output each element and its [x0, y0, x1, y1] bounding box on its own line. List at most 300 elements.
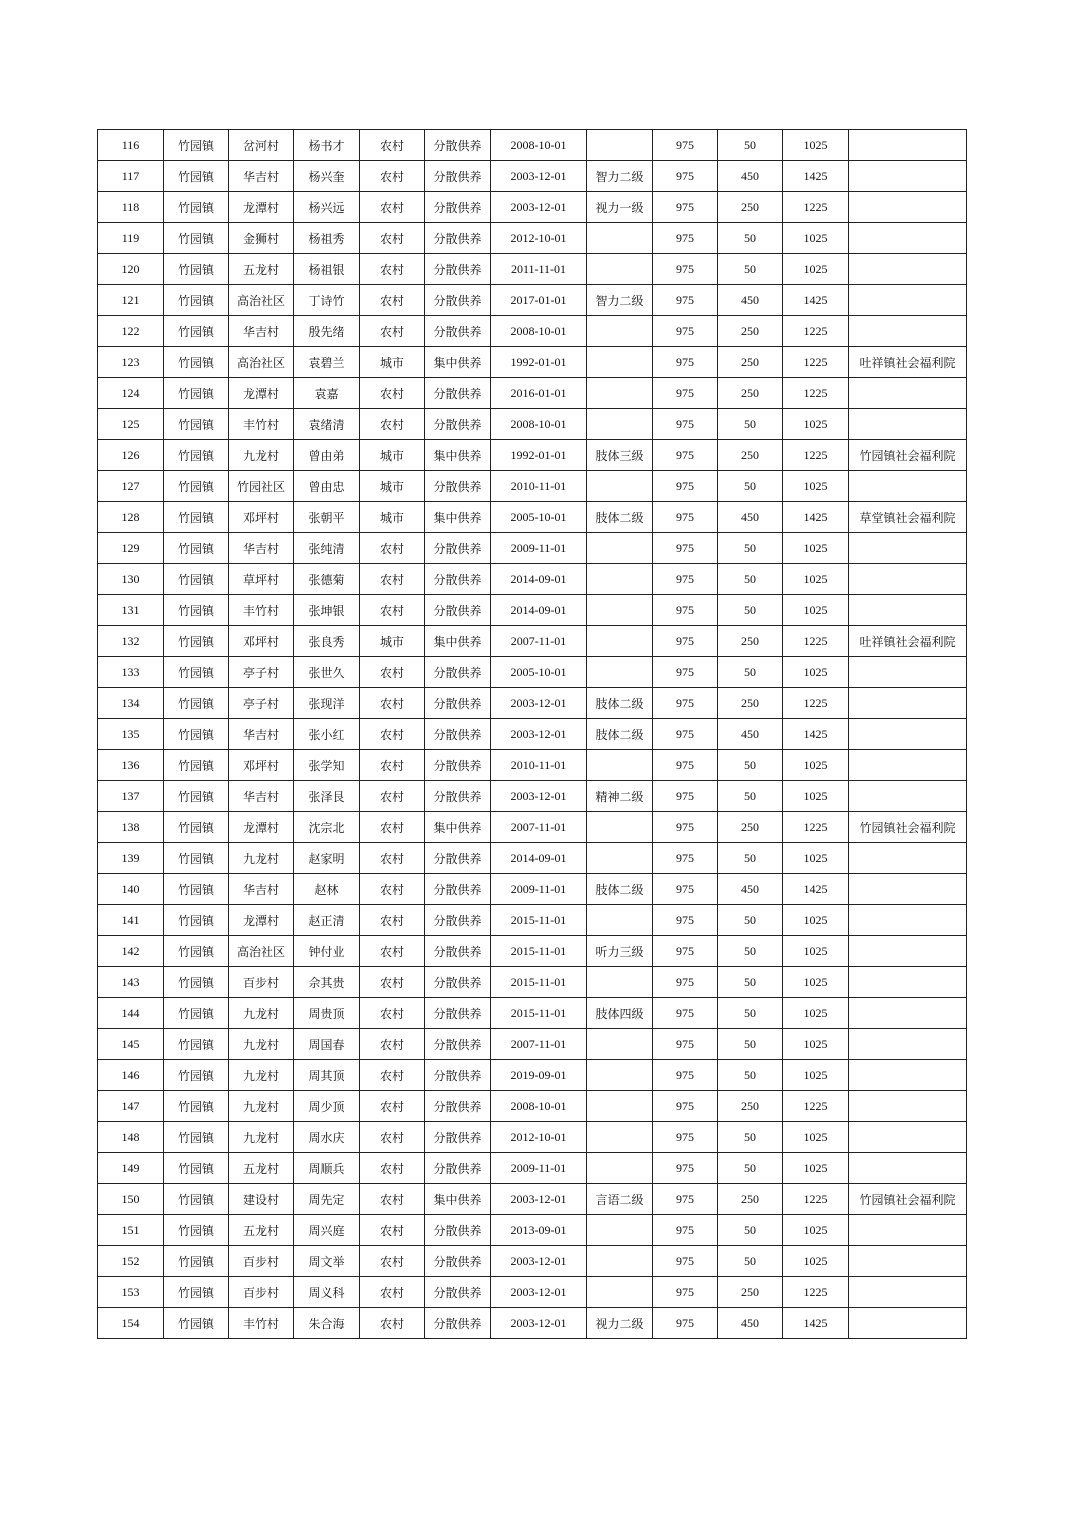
town-cell: 竹园镇: [164, 967, 229, 998]
village-cell: 龙潭村: [229, 378, 294, 409]
start-date-cell: 2008-10-01: [491, 130, 587, 161]
basic-amount-cell: 975: [653, 1029, 718, 1060]
disability-level-cell: [587, 254, 653, 285]
subsidy-amount-cell: 50: [718, 223, 783, 254]
institution-cell: [849, 843, 967, 874]
disability-level-cell: [587, 1091, 653, 1122]
basic-amount-cell: 975: [653, 471, 718, 502]
household-type-cell: 农村: [360, 750, 425, 781]
name-cell: 周文举: [294, 1246, 360, 1277]
town-cell: 竹园镇: [164, 192, 229, 223]
basic-amount-cell: 975: [653, 905, 718, 936]
name-cell: 杨兴远: [294, 192, 360, 223]
institution-cell: [849, 533, 967, 564]
basic-amount-cell: 975: [653, 409, 718, 440]
basic-amount-cell: 975: [653, 502, 718, 533]
institution-cell: [849, 905, 967, 936]
start-date-cell: 1992-01-01: [491, 347, 587, 378]
village-cell: 高治社区: [229, 347, 294, 378]
total-amount-cell: 1025: [783, 471, 849, 502]
name-cell: 周义科: [294, 1277, 360, 1308]
support-type-cell: 分散供养: [425, 998, 491, 1029]
subsidy-amount-cell: 50: [718, 657, 783, 688]
household-type-cell: 城市: [360, 502, 425, 533]
institution-cell: [849, 130, 967, 161]
name-cell: 张小红: [294, 719, 360, 750]
household-type-cell: 农村: [360, 130, 425, 161]
household-type-cell: 城市: [360, 471, 425, 502]
town-cell: 竹园镇: [164, 1277, 229, 1308]
support-type-cell: 分散供养: [425, 595, 491, 626]
village-cell: 竹园社区: [229, 471, 294, 502]
disability-level-cell: [587, 533, 653, 564]
household-type-cell: 农村: [360, 936, 425, 967]
basic-amount-cell: 975: [653, 440, 718, 471]
household-type-cell: 农村: [360, 1091, 425, 1122]
disability-level-cell: [587, 316, 653, 347]
basic-amount-cell: 975: [653, 192, 718, 223]
disability-level-cell: [587, 750, 653, 781]
disability-level-cell: 肢体四级: [587, 998, 653, 1029]
basic-amount-cell: 975: [653, 843, 718, 874]
household-type-cell: 农村: [360, 533, 425, 564]
serial-number-cell: 124: [98, 378, 164, 409]
serial-number-cell: 153: [98, 1277, 164, 1308]
total-amount-cell: 1225: [783, 378, 849, 409]
institution-cell: [849, 1153, 967, 1184]
household-type-cell: 农村: [360, 1308, 425, 1339]
name-cell: 曾由忠: [294, 471, 360, 502]
basic-amount-cell: 975: [653, 626, 718, 657]
table-row: [98, 285, 967, 316]
town-cell: 竹园镇: [164, 378, 229, 409]
town-cell: 竹园镇: [164, 223, 229, 254]
serial-number-cell: 133: [98, 657, 164, 688]
subsidy-amount-cell: 50: [718, 905, 783, 936]
village-cell: 邓坪村: [229, 502, 294, 533]
name-cell: 曾由弟: [294, 440, 360, 471]
household-type-cell: 城市: [360, 440, 425, 471]
subsidy-amount-cell: 50: [718, 998, 783, 1029]
institution-cell: [849, 1277, 967, 1308]
town-cell: 竹园镇: [164, 564, 229, 595]
household-type-cell: 农村: [360, 161, 425, 192]
start-date-cell: 2015-11-01: [491, 967, 587, 998]
village-cell: 华吉村: [229, 781, 294, 812]
basic-amount-cell: 975: [653, 998, 718, 1029]
village-cell: 金狮村: [229, 223, 294, 254]
name-cell: 佘其贵: [294, 967, 360, 998]
total-amount-cell: 1225: [783, 440, 849, 471]
household-type-cell: 农村: [360, 874, 425, 905]
basic-amount-cell: 975: [653, 1153, 718, 1184]
basic-amount-cell: 975: [653, 161, 718, 192]
support-type-cell: 分散供养: [425, 750, 491, 781]
table-row: [98, 130, 967, 161]
disability-level-cell: [587, 812, 653, 843]
subsidy-amount-cell: 50: [718, 409, 783, 440]
institution-cell: [849, 874, 967, 905]
serial-number-cell: 127: [98, 471, 164, 502]
total-amount-cell: 1025: [783, 1153, 849, 1184]
institution-cell: [849, 378, 967, 409]
village-cell: 龙潭村: [229, 905, 294, 936]
household-type-cell: 农村: [360, 192, 425, 223]
household-type-cell: 农村: [360, 1277, 425, 1308]
village-cell: 九龙村: [229, 1122, 294, 1153]
serial-number-cell: 148: [98, 1122, 164, 1153]
village-cell: 龙潭村: [229, 812, 294, 843]
start-date-cell: 2003-12-01: [491, 688, 587, 719]
total-amount-cell: 1225: [783, 1091, 849, 1122]
household-type-cell: 农村: [360, 905, 425, 936]
serial-number-cell: 119: [98, 223, 164, 254]
table-row: [98, 595, 967, 626]
institution-cell: [849, 1091, 967, 1122]
start-date-cell: 2014-09-01: [491, 595, 587, 626]
town-cell: 竹园镇: [164, 1184, 229, 1215]
town-cell: 竹园镇: [164, 1029, 229, 1060]
town-cell: 竹园镇: [164, 471, 229, 502]
town-cell: 竹园镇: [164, 812, 229, 843]
name-cell: 朱合海: [294, 1308, 360, 1339]
support-type-cell: 集中供养: [425, 440, 491, 471]
support-type-cell: 分散供养: [425, 688, 491, 719]
total-amount-cell: 1025: [783, 1246, 849, 1277]
subsidy-amount-cell: 450: [718, 285, 783, 316]
support-type-cell: 分散供养: [425, 254, 491, 285]
institution-cell: [849, 316, 967, 347]
table-row: [98, 657, 967, 688]
table-row: [98, 967, 967, 998]
name-cell: 丁诗竹: [294, 285, 360, 316]
name-cell: 袁嘉: [294, 378, 360, 409]
name-cell: 赵林: [294, 874, 360, 905]
table-row: [98, 1184, 967, 1215]
town-cell: 竹园镇: [164, 626, 229, 657]
support-type-cell: 分散供养: [425, 1215, 491, 1246]
village-cell: 高治社区: [229, 285, 294, 316]
name-cell: 张德菊: [294, 564, 360, 595]
household-type-cell: 农村: [360, 1215, 425, 1246]
table-row: [98, 1091, 967, 1122]
start-date-cell: 2003-12-01: [491, 1308, 587, 1339]
name-cell: 张世久: [294, 657, 360, 688]
disability-level-cell: [587, 657, 653, 688]
table-row: [98, 719, 967, 750]
household-type-cell: 农村: [360, 1153, 425, 1184]
basic-amount-cell: 975: [653, 1215, 718, 1246]
start-date-cell: 2003-12-01: [491, 1184, 587, 1215]
serial-number-cell: 126: [98, 440, 164, 471]
support-type-cell: 分散供养: [425, 936, 491, 967]
start-date-cell: 2005-10-01: [491, 502, 587, 533]
start-date-cell: 2008-10-01: [491, 409, 587, 440]
subsidy-amount-cell: 50: [718, 1029, 783, 1060]
subsidy-amount-cell: 50: [718, 967, 783, 998]
total-amount-cell: 1025: [783, 595, 849, 626]
institution-cell: [849, 750, 967, 781]
serial-number-cell: 154: [98, 1308, 164, 1339]
serial-number-cell: 131: [98, 595, 164, 626]
serial-number-cell: 147: [98, 1091, 164, 1122]
serial-number-cell: 149: [98, 1153, 164, 1184]
support-type-cell: 分散供养: [425, 1277, 491, 1308]
village-cell: 华吉村: [229, 533, 294, 564]
household-type-cell: 农村: [360, 564, 425, 595]
institution-cell: [849, 1246, 967, 1277]
subsidy-amount-cell: 450: [718, 874, 783, 905]
start-date-cell: 2007-11-01: [491, 1029, 587, 1060]
table-row: [98, 1308, 967, 1339]
village-cell: 邓坪村: [229, 626, 294, 657]
name-cell: 周少顶: [294, 1091, 360, 1122]
disability-level-cell: [587, 905, 653, 936]
table-row: [98, 998, 967, 1029]
serial-number-cell: 144: [98, 998, 164, 1029]
name-cell: 张泽艮: [294, 781, 360, 812]
disability-level-cell: 肢体二级: [587, 874, 653, 905]
basic-amount-cell: 975: [653, 533, 718, 564]
serial-number-cell: 134: [98, 688, 164, 719]
total-amount-cell: 1025: [783, 936, 849, 967]
serial-number-cell: 117: [98, 161, 164, 192]
table-row: [98, 936, 967, 967]
village-cell: 丰竹村: [229, 1308, 294, 1339]
name-cell: 周先定: [294, 1184, 360, 1215]
village-cell: 五龙村: [229, 1215, 294, 1246]
basic-amount-cell: 975: [653, 781, 718, 812]
table-row: [98, 347, 967, 378]
disability-level-cell: 智力二级: [587, 161, 653, 192]
disability-level-cell: [587, 1029, 653, 1060]
total-amount-cell: 1025: [783, 967, 849, 998]
total-amount-cell: 1025: [783, 1215, 849, 1246]
support-type-cell: 分散供养: [425, 843, 491, 874]
table-row: [98, 688, 967, 719]
subsidy-amount-cell: 250: [718, 812, 783, 843]
institution-cell: [849, 688, 967, 719]
basic-amount-cell: 975: [653, 750, 718, 781]
basic-amount-cell: 975: [653, 347, 718, 378]
serial-number-cell: 130: [98, 564, 164, 595]
household-type-cell: 农村: [360, 409, 425, 440]
disability-level-cell: [587, 1215, 653, 1246]
name-cell: 杨祖秀: [294, 223, 360, 254]
name-cell: 张现洋: [294, 688, 360, 719]
basic-amount-cell: 975: [653, 1184, 718, 1215]
village-cell: 丰竹村: [229, 595, 294, 626]
basic-amount-cell: 975: [653, 1122, 718, 1153]
disability-level-cell: [587, 595, 653, 626]
serial-number-cell: 129: [98, 533, 164, 564]
institution-cell: 竹园镇社会福利院: [849, 440, 967, 471]
town-cell: 竹园镇: [164, 781, 229, 812]
village-cell: 华吉村: [229, 719, 294, 750]
basic-amount-cell: 975: [653, 719, 718, 750]
subsidy-amount-cell: 50: [718, 533, 783, 564]
basic-amount-cell: 975: [653, 595, 718, 626]
basic-amount-cell: 975: [653, 1091, 718, 1122]
serial-number-cell: 142: [98, 936, 164, 967]
table-row: [98, 1215, 967, 1246]
name-cell: 张坤银: [294, 595, 360, 626]
support-type-cell: 集中供养: [425, 347, 491, 378]
household-type-cell: 农村: [360, 688, 425, 719]
total-amount-cell: 1225: [783, 316, 849, 347]
town-cell: 竹园镇: [164, 285, 229, 316]
serial-number-cell: 122: [98, 316, 164, 347]
start-date-cell: 2014-09-01: [491, 843, 587, 874]
total-amount-cell: 1225: [783, 812, 849, 843]
household-type-cell: 农村: [360, 316, 425, 347]
start-date-cell: 2012-10-01: [491, 223, 587, 254]
institution-cell: [849, 1122, 967, 1153]
total-amount-cell: 1425: [783, 1308, 849, 1339]
total-amount-cell: 1225: [783, 688, 849, 719]
table-row: [98, 812, 967, 843]
subsidy-amount-cell: 250: [718, 1184, 783, 1215]
household-type-cell: 农村: [360, 254, 425, 285]
institution-cell: 吐祥镇社会福利院: [849, 347, 967, 378]
town-cell: 竹园镇: [164, 657, 229, 688]
town-cell: 竹园镇: [164, 1246, 229, 1277]
subsidy-amount-cell: 50: [718, 471, 783, 502]
institution-cell: 竹园镇社会福利院: [849, 1184, 967, 1215]
village-cell: 九龙村: [229, 1091, 294, 1122]
village-cell: 华吉村: [229, 161, 294, 192]
start-date-cell: 2015-11-01: [491, 936, 587, 967]
table-row: [98, 502, 967, 533]
subsidy-amount-cell: 250: [718, 378, 783, 409]
start-date-cell: 2012-10-01: [491, 1122, 587, 1153]
subsidy-amount-cell: 250: [718, 440, 783, 471]
name-cell: 周顺兵: [294, 1153, 360, 1184]
subsidy-amount-cell: 250: [718, 192, 783, 223]
household-type-cell: 农村: [360, 657, 425, 688]
town-cell: 竹园镇: [164, 347, 229, 378]
town-cell: 竹园镇: [164, 533, 229, 564]
subsidy-amount-cell: 50: [718, 843, 783, 874]
table-row: [98, 192, 967, 223]
total-amount-cell: 1025: [783, 1122, 849, 1153]
total-amount-cell: 1025: [783, 223, 849, 254]
basic-amount-cell: 975: [653, 564, 718, 595]
basic-amount-cell: 975: [653, 130, 718, 161]
name-cell: 杨祖银: [294, 254, 360, 285]
basic-amount-cell: 975: [653, 378, 718, 409]
subsidy-amount-cell: 50: [718, 564, 783, 595]
support-type-cell: 分散供养: [425, 1060, 491, 1091]
household-type-cell: 农村: [360, 1184, 425, 1215]
subsidy-amount-cell: 50: [718, 595, 783, 626]
start-date-cell: 2005-10-01: [491, 657, 587, 688]
disability-level-cell: [587, 1060, 653, 1091]
institution-cell: [849, 595, 967, 626]
subsidy-amount-cell: 50: [718, 1060, 783, 1091]
subsidy-amount-cell: 50: [718, 781, 783, 812]
household-type-cell: 农村: [360, 1029, 425, 1060]
total-amount-cell: 1025: [783, 843, 849, 874]
town-cell: 竹园镇: [164, 905, 229, 936]
basic-amount-cell: 975: [653, 1060, 718, 1091]
table-row: [98, 316, 967, 347]
records-table: [97, 129, 967, 1339]
table-row: [98, 533, 967, 564]
disability-level-cell: [587, 130, 653, 161]
support-type-cell: 分散供养: [425, 657, 491, 688]
start-date-cell: 2009-11-01: [491, 1153, 587, 1184]
disability-level-cell: [587, 1246, 653, 1277]
table-row: [98, 1246, 967, 1277]
disability-level-cell: 肢体二级: [587, 688, 653, 719]
subsidy-amount-cell: 250: [718, 688, 783, 719]
total-amount-cell: 1025: [783, 564, 849, 595]
name-cell: 袁碧兰: [294, 347, 360, 378]
name-cell: 赵正清: [294, 905, 360, 936]
town-cell: 竹园镇: [164, 1122, 229, 1153]
disability-level-cell: [587, 626, 653, 657]
household-type-cell: 农村: [360, 1060, 425, 1091]
start-date-cell: 2015-11-01: [491, 998, 587, 1029]
subsidy-amount-cell: 450: [718, 1308, 783, 1339]
name-cell: 周贵顶: [294, 998, 360, 1029]
subsidy-amount-cell: 50: [718, 1153, 783, 1184]
town-cell: 竹园镇: [164, 1308, 229, 1339]
table-row: [98, 223, 967, 254]
subsidy-amount-cell: 250: [718, 626, 783, 657]
start-date-cell: 2010-11-01: [491, 471, 587, 502]
subsidy-amount-cell: 450: [718, 502, 783, 533]
start-date-cell: 2007-11-01: [491, 812, 587, 843]
support-type-cell: 集中供养: [425, 626, 491, 657]
total-amount-cell: 1025: [783, 657, 849, 688]
serial-number-cell: 145: [98, 1029, 164, 1060]
start-date-cell: 2003-12-01: [491, 781, 587, 812]
institution-cell: 吐祥镇社会福利院: [849, 626, 967, 657]
table-row: [98, 564, 967, 595]
name-cell: 周兴庭: [294, 1215, 360, 1246]
town-cell: 竹园镇: [164, 1060, 229, 1091]
town-cell: 竹园镇: [164, 502, 229, 533]
institution-cell: [849, 409, 967, 440]
town-cell: 竹园镇: [164, 409, 229, 440]
town-cell: 竹园镇: [164, 1091, 229, 1122]
basic-amount-cell: 975: [653, 254, 718, 285]
basic-amount-cell: 975: [653, 657, 718, 688]
name-cell: 张学知: [294, 750, 360, 781]
village-cell: 龙潭村: [229, 192, 294, 223]
disability-level-cell: [587, 1277, 653, 1308]
disability-level-cell: 肢体二级: [587, 502, 653, 533]
serial-number-cell: 140: [98, 874, 164, 905]
household-type-cell: 农村: [360, 812, 425, 843]
subsidy-amount-cell: 50: [718, 750, 783, 781]
start-date-cell: 2015-11-01: [491, 905, 587, 936]
total-amount-cell: 1025: [783, 254, 849, 285]
support-type-cell: 分散供养: [425, 967, 491, 998]
town-cell: 竹园镇: [164, 440, 229, 471]
total-amount-cell: 1225: [783, 626, 849, 657]
household-type-cell: 城市: [360, 626, 425, 657]
institution-cell: [849, 998, 967, 1029]
household-type-cell: 农村: [360, 1122, 425, 1153]
total-amount-cell: 1025: [783, 905, 849, 936]
basic-amount-cell: 975: [653, 967, 718, 998]
support-type-cell: 分散供养: [425, 533, 491, 564]
village-cell: 华吉村: [229, 316, 294, 347]
serial-number-cell: 137: [98, 781, 164, 812]
